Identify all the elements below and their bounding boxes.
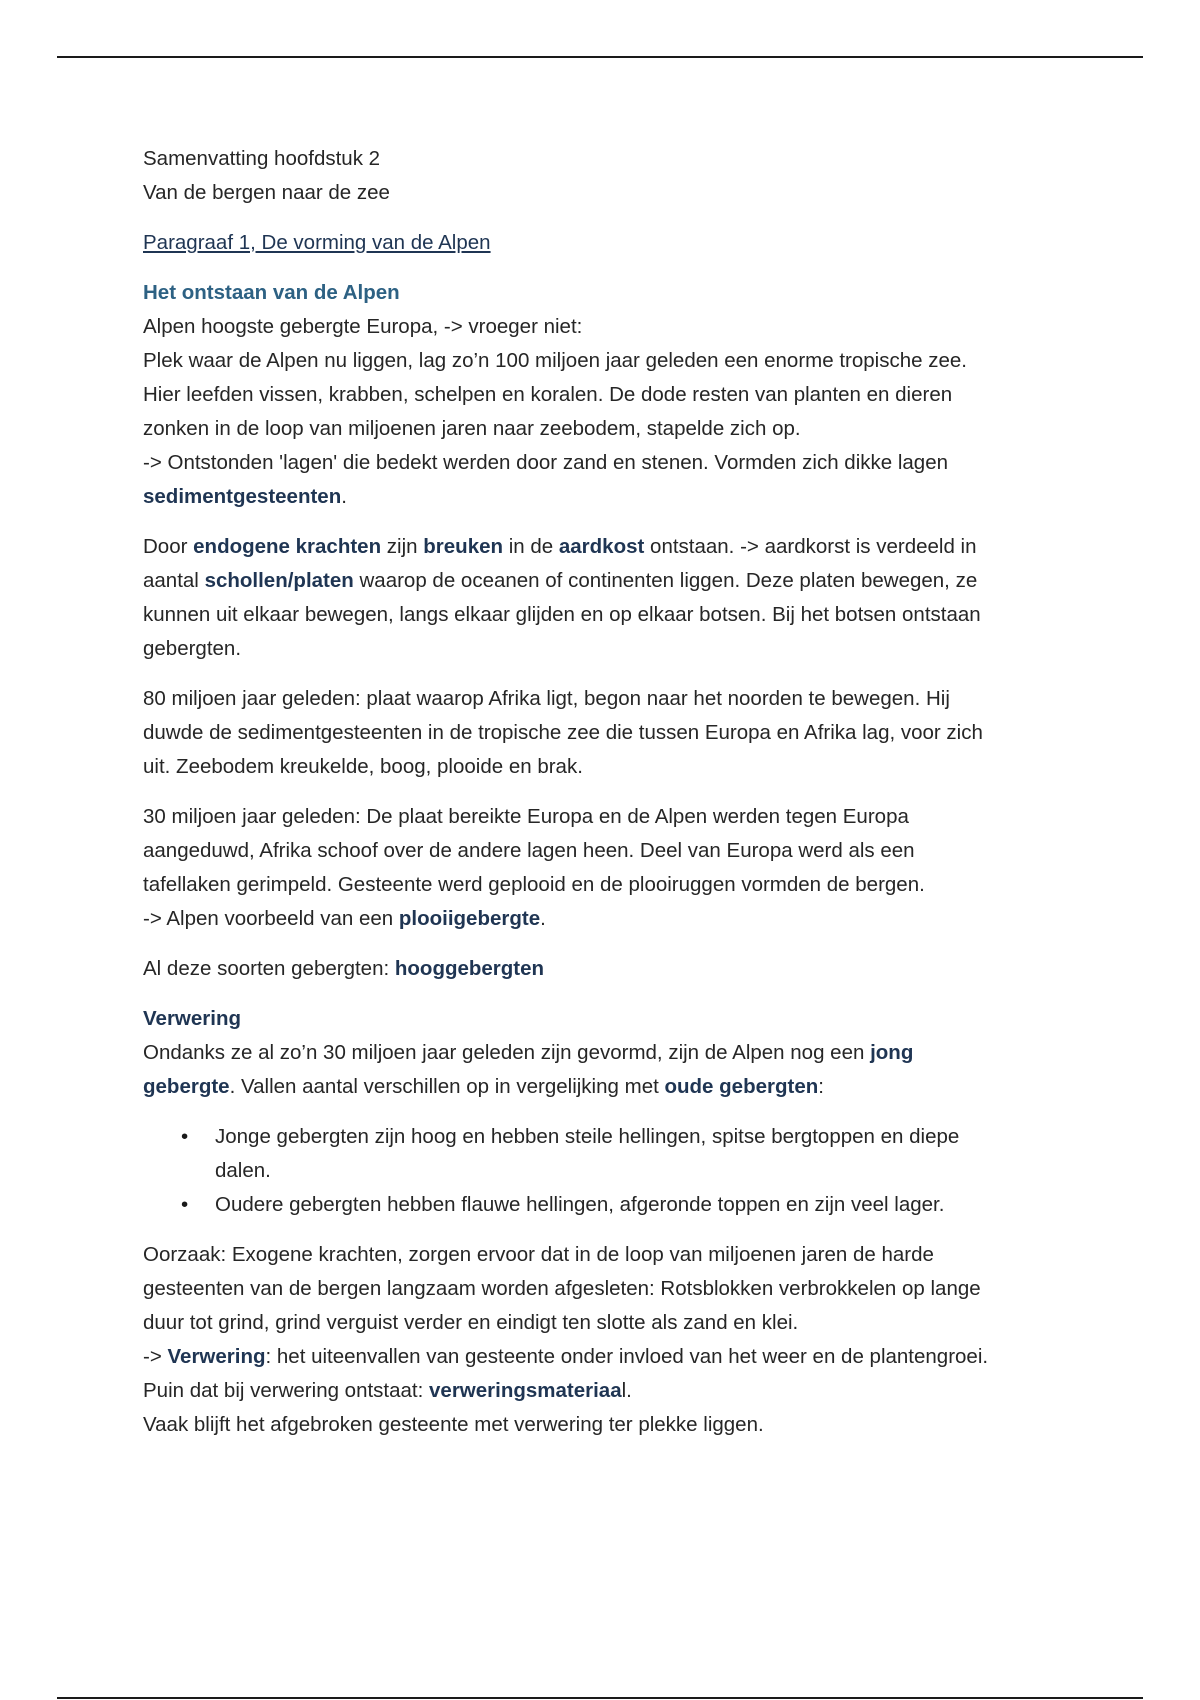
- bullet-icon: •: [181, 1193, 189, 1216]
- term-aardkost: aardkost: [558, 535, 645, 558]
- paragraph-3: 80 miljoen jaar geleden: plaat waarop Afrika ligt, begon naar het noorden te bewegen. Hij duwde de sedimentgesteenten in de tropische zee die tussen Europa en Afrika lag, voor zich uit. Zeebodem kreukelde, boog, plooide en brak.: [143, 687, 983, 778]
- term-verweringsmateriaal: verweringsmateriaa: [429, 1379, 622, 1402]
- section-title: Paragraaf 1, De vorming van de Alpen: [143, 231, 491, 254]
- document-subtitle: Van de bergen naar de zee: [143, 181, 390, 204]
- heading-verwering: Verwering: [143, 1007, 241, 1030]
- term-endogene-krachten: endogene krachten: [193, 535, 382, 558]
- footer-rule: [57, 1697, 1143, 1699]
- paragraph-6: Ondanks ze al zo’n 30 miljoen jaar geleden zijn gevormd, zijn de Alpen nog een jong gebergte. Vallen aantal verschillen op in vergelijking met oude gebergten:: [143, 1041, 914, 1098]
- term-verwering: Verwering: [167, 1345, 266, 1368]
- list-item: • Jonge gebergten zijn hoog en hebben steile hellingen, spitse bergtoppen en diepe dalen.: [215, 1120, 1063, 1188]
- header-rule: [57, 56, 1143, 58]
- paragraph-1: Alpen hoogste gebergte Europa, -> vroeger niet: Plek waar de Alpen nu liggen, lag zo’n 100 miljoen jaar geleden een enorme tropische zee. Hier leefden vissen, krabben, schelpen en koralen. De dode resten van planten en dieren zonken in de loop van miljoenen jaren naar zeebodem, stapelde zich op. -> Ontstonden 'lagen' die bedekt werden door zand en stenen. Vormden zich dikke lagen sedimentgesteenten.: [143, 315, 967, 508]
- paragraph-4: 30 miljoen jaar geleden: De plaat bereikte Europa en de Alpen werden tegen Europa aangeduwd, Afrika schoof over de andere lagen heen. Deel van Europa werd als een tafellaken gerimpeld. Gesteente werd geplooid en de plooiruggen vormden de bergen. -> Alpen voorbeeld van een plooiigebergte.: [143, 805, 925, 930]
- paragraph-2: Door endogene krachten zijn breuken in de aardkost ontstaan. -> aardkorst is verdeeld in aantal schollen/platen waarop de oceanen of continenten liggen. Deze platen bewegen, ze kunnen uit elkaar bewegen, langs elkaar glijden en op elkaar botsen. Bij het botsen ontstaan gebergten.: [143, 535, 981, 660]
- heading-ontstaan: Het ontstaan van de Alpen: [143, 281, 400, 304]
- term-hooggebergten: hooggebergten: [394, 957, 545, 980]
- document-title: Samenvatting hoofdstuk 2: [143, 147, 381, 170]
- bullet-list: [143, 1120, 1063, 1222]
- term-schollen-platen: schollen/platen: [204, 569, 354, 592]
- bullet-icon: •: [181, 1125, 189, 1148]
- term-plooiigebergte: plooiigebergte: [398, 907, 541, 930]
- document-body: [143, 142, 1063, 1442]
- term-jong: jong: [870, 1041, 914, 1064]
- term-oude-gebergten: oude gebergten: [664, 1075, 819, 1098]
- list-item: • Oudere gebergten hebben flauwe hellingen, afgeronde toppen en zijn veel lager.: [215, 1188, 1063, 1222]
- paragraph-7: Oorzaak: Exogene krachten, zorgen ervoor dat in de loop van miljoenen jaren de harde gesteenten van de bergen langzaam worden afgesleten: Rotsblokken verbrokkelen op lange duur tot grind, grind verguist verder en eindigt ten slotte als zand en klei. -> Verwering: het uiteenvallen van gesteente onder invloed van het weer en de plantengroei. Puin dat bij verwering ontstaat: verweringsmateriaal. Vaak blijft het afgebroken gesteente met verwering ter plekke liggen.: [143, 1243, 989, 1436]
- term-sedimentgesteenten: sedimentgesteenten: [143, 485, 342, 508]
- paragraph-5: Al deze soorten gebergten: hooggebergten: [143, 957, 545, 980]
- term-breuken: breuken: [423, 535, 504, 558]
- term-gebergte: gebergte: [143, 1075, 230, 1098]
